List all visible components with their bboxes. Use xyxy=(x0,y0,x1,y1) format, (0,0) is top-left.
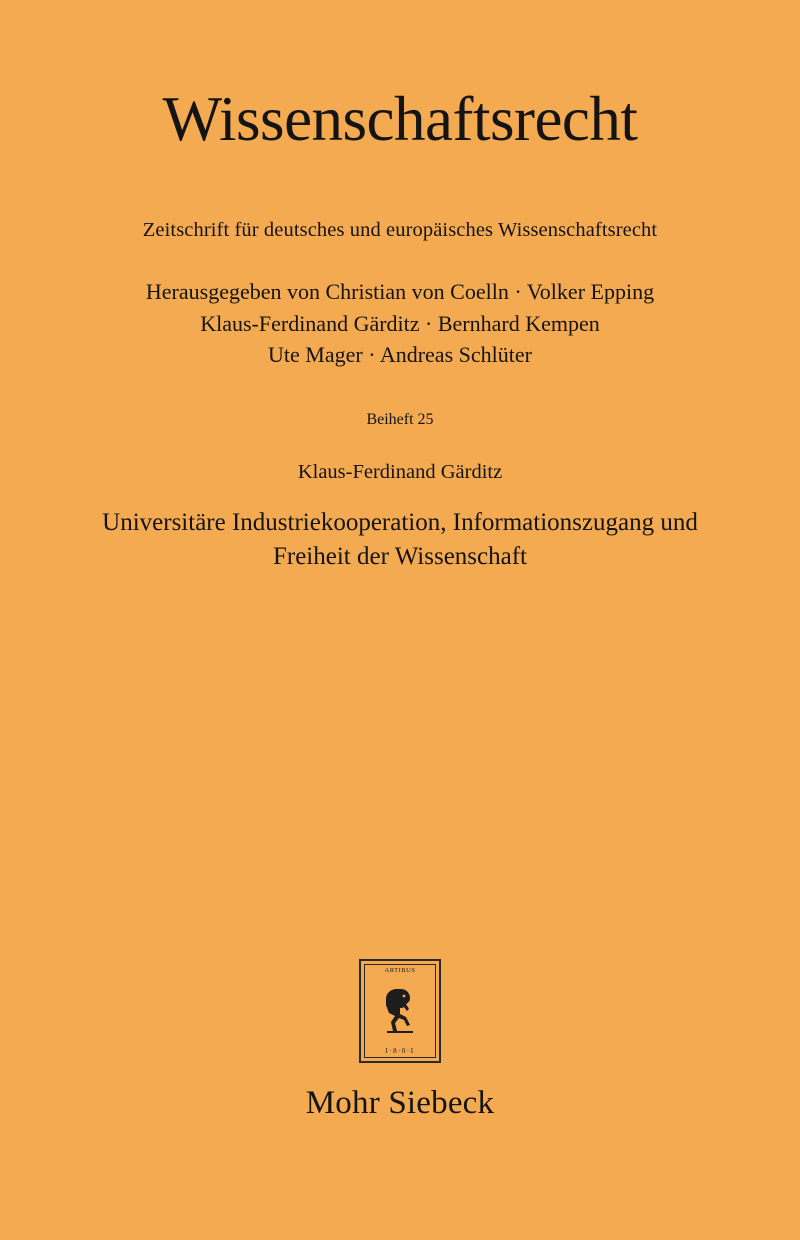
logo-top-text: ARTIBUS xyxy=(384,967,416,974)
author-name: Klaus-Ferdinand Gärditz xyxy=(297,460,503,483)
editors-line-1: Herausgegeben von Christian von Coelln · Volker Epping xyxy=(145,279,655,305)
issue-number: Beiheft 25 xyxy=(366,410,434,428)
editors-line-3: Ute Mager · Andreas Schlüter xyxy=(268,342,532,368)
publisher-logo-frame xyxy=(364,964,436,1058)
editors-block xyxy=(146,276,654,370)
publisher-logo xyxy=(359,959,441,1063)
publisher-name: Mohr Siebeck xyxy=(305,1085,495,1121)
editors-line-2: Klaus-Ferdinand Gärditz · Bernhard Kempen xyxy=(200,310,600,336)
logo-bottom-text: I·8·0·I xyxy=(385,1047,415,1055)
work-title: Universitäre Industriekooperation, Informationszugang und Freiheit der Wissenschaft xyxy=(102,508,698,571)
journal-subtitle: Zeitschrift für deutsches und europäisches Wissenschaftsrecht xyxy=(142,219,658,242)
journal-title: Wissenschaftsrecht xyxy=(162,84,638,154)
publisher-block xyxy=(0,959,800,1122)
lion-logo-icon xyxy=(377,975,423,1047)
